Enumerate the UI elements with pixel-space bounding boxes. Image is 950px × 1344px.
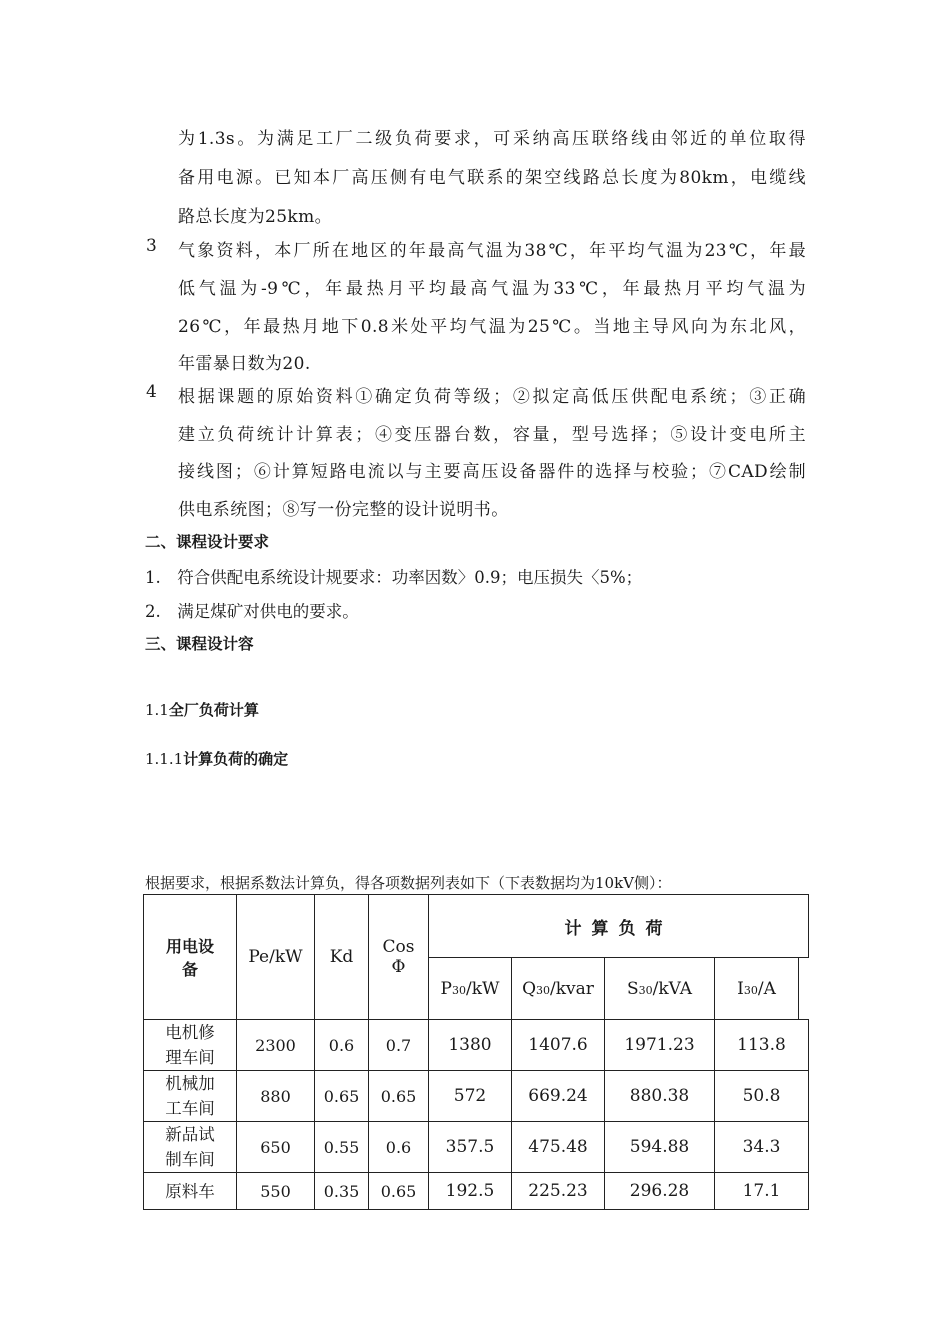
table-row bbox=[144, 1122, 809, 1173]
cell-kd: 0.35 bbox=[315, 1173, 369, 1210]
device-name: 机械加 工车间 bbox=[144, 1071, 237, 1122]
header-i30: I30/A bbox=[715, 958, 799, 1020]
paragraph-line: 根据课题的原始资料①确定负荷等级；②拟定高低压供配电系统；③正确 bbox=[178, 387, 806, 407]
cell-i30: 50.8 bbox=[715, 1071, 809, 1122]
cell-p30: 357.5 bbox=[429, 1122, 512, 1173]
paragraph-line: 低气温为-9℃，年最热月平均最高气温为33℃，年最热月平均气温为 bbox=[178, 279, 806, 299]
paragraph-line: 年雷暴日数为20. bbox=[178, 354, 311, 374]
device-name: 原料车 bbox=[144, 1173, 237, 1210]
header-cos-phi: Cos Φ bbox=[369, 895, 429, 1020]
paragraph-line: 接线图；⑥计算短路电流以与主要高压设备器件的选择与校验；⑦CAD绘制 bbox=[178, 462, 806, 482]
table-spacer bbox=[799, 958, 809, 1020]
cell-pe: 880 bbox=[237, 1071, 315, 1122]
table-intro: 根据要求，根据系数法计算负，得各项数据列表如下（下表数据均为10kV侧）： bbox=[145, 874, 672, 892]
paragraph-line: 路总长度为25km。 bbox=[178, 207, 333, 227]
cell-s30: 296.28 bbox=[605, 1173, 715, 1210]
header-s30: S30/kVA bbox=[605, 958, 715, 1020]
cell-i30: 17.1 bbox=[715, 1173, 809, 1210]
cell-i30: 34.3 bbox=[715, 1122, 809, 1173]
header-q30: Q30/kvar bbox=[512, 958, 605, 1020]
subsection-heading bbox=[145, 748, 288, 769]
subsection-heading bbox=[145, 699, 259, 720]
section-heading: 三、课程设计容 bbox=[145, 635, 254, 653]
subsection-title: 计算负荷的确定 bbox=[183, 750, 289, 768]
paragraph-line: 26℃，年最热月地下0.8米处平均气温为25℃。当地主导风向为东北风， bbox=[178, 317, 806, 337]
paragraph-line: 备用电源。已知本厂高压侧有电气联系的架空线路总长度为80km，电缆线 bbox=[178, 168, 806, 188]
cell-pe: 550 bbox=[237, 1173, 315, 1210]
subsection-number: 1.1 bbox=[145, 701, 169, 719]
list-number: 3 bbox=[146, 236, 157, 256]
table-row bbox=[144, 1071, 809, 1122]
cell-p30: 192.5 bbox=[429, 1173, 512, 1210]
paragraph-line: 为1.3s。为满足工厂二级负荷要求，可采纳高压联络线由邻近的单位取得 bbox=[178, 129, 806, 149]
cell-cos: 0.65 bbox=[369, 1071, 429, 1122]
subsection-number: 1.1.1 bbox=[145, 750, 184, 768]
header-p30: P30/kW bbox=[429, 958, 512, 1020]
cell-q30: 475.48 bbox=[512, 1122, 605, 1173]
header-kd: Kd bbox=[315, 895, 369, 1020]
requirement-item: 2. 满足煤矿对供电的要求。 bbox=[145, 602, 359, 621]
cell-pe: 650 bbox=[237, 1122, 315, 1173]
cell-cos: 0.7 bbox=[369, 1020, 429, 1071]
cell-q30: 225.23 bbox=[512, 1173, 605, 1210]
cell-q30: 1407.6 bbox=[512, 1020, 605, 1071]
header-device: 用电设 备 bbox=[144, 895, 237, 1020]
cell-kd: 0.65 bbox=[315, 1071, 369, 1122]
load-calculation-table bbox=[143, 894, 809, 1210]
cell-p30: 1380 bbox=[429, 1020, 512, 1071]
subsection-title: 全厂负荷计算 bbox=[168, 701, 259, 719]
paragraph-line: 建立负荷统计计算表；④变压器台数，容量，型号选择；⑤设计变电所主 bbox=[178, 425, 806, 445]
list-number: 4 bbox=[146, 382, 157, 402]
cell-cos: 0.65 bbox=[369, 1173, 429, 1210]
cell-kd: 0.55 bbox=[315, 1122, 369, 1173]
cell-q30: 669.24 bbox=[512, 1071, 605, 1122]
section-heading: 二、课程设计要求 bbox=[145, 533, 270, 551]
paragraph-line: 气象资料，本厂所在地区的年最高气温为38℃，年平均气温为23℃，年最 bbox=[178, 241, 806, 261]
cell-pe: 2300 bbox=[237, 1020, 315, 1071]
cell-s30: 1971.23 bbox=[605, 1020, 715, 1071]
table-row bbox=[144, 1020, 809, 1071]
device-name: 新品试 制车间 bbox=[144, 1122, 237, 1173]
header-pe: Pe/kW bbox=[237, 895, 315, 1020]
table-row bbox=[144, 1173, 809, 1210]
requirement-item: 1. 符合供配电系统设计规要求：功率因数〉0.9；电压损失〈5%； bbox=[145, 568, 643, 587]
cell-kd: 0.6 bbox=[315, 1020, 369, 1071]
cell-s30: 594.88 bbox=[605, 1122, 715, 1173]
cell-i30: 113.8 bbox=[715, 1020, 809, 1071]
cell-s30: 880.38 bbox=[605, 1071, 715, 1122]
cell-cos: 0.6 bbox=[369, 1122, 429, 1173]
device-name: 电机修 理车间 bbox=[144, 1020, 237, 1071]
paragraph-line: 供电系统图；⑧写一份完整的设计说明书。 bbox=[178, 500, 509, 520]
cell-p30: 572 bbox=[429, 1071, 512, 1122]
header-calculated-load: 计算负荷 bbox=[429, 895, 809, 958]
